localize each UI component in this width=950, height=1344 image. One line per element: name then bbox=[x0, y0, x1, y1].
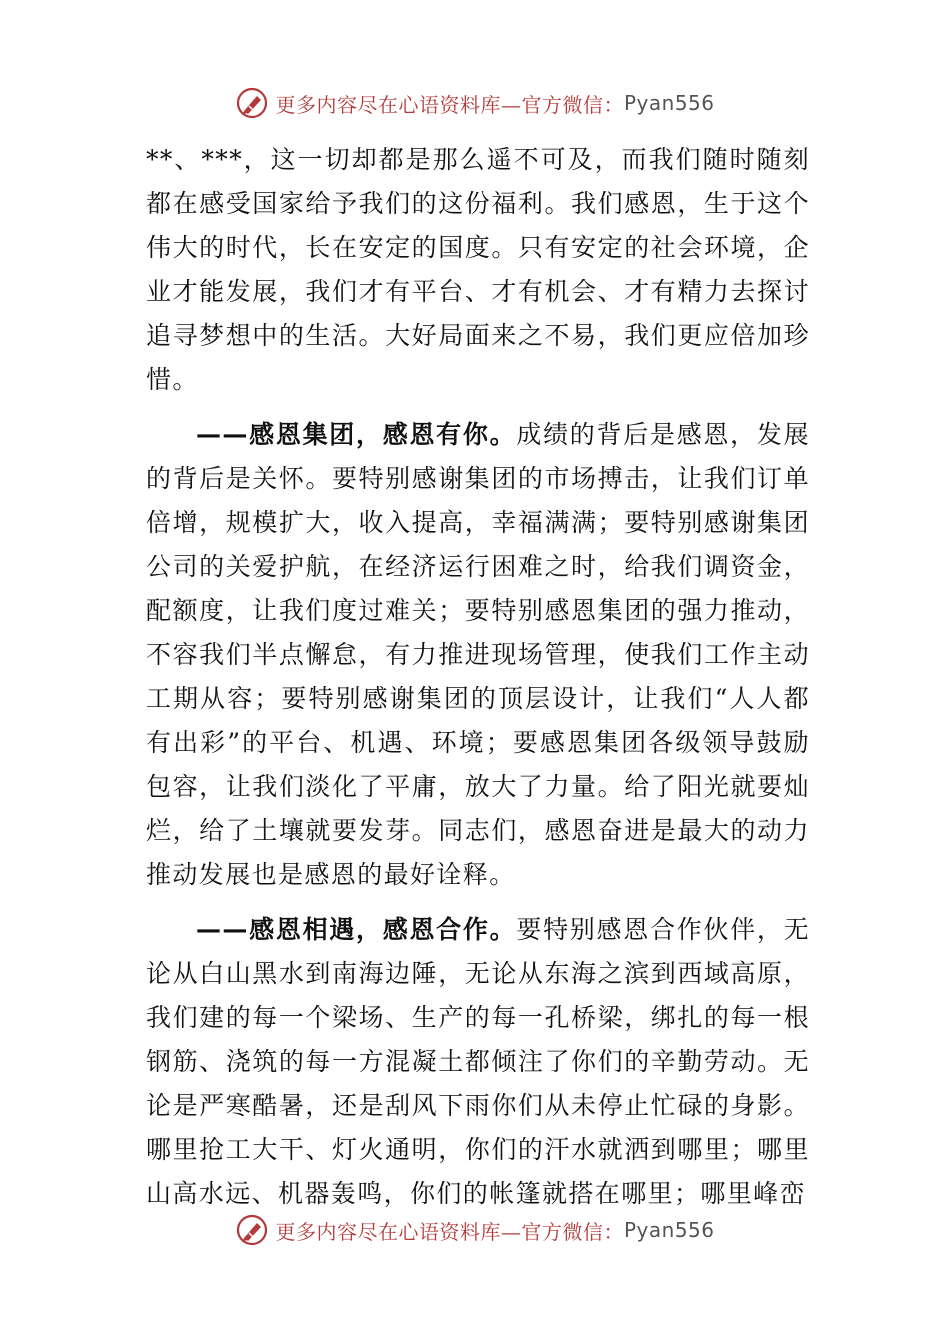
paragraph-3-lead: ——感恩相遇，感恩合作。 bbox=[196, 915, 517, 944]
header-banner-wechat-id: Pyan556 bbox=[623, 91, 715, 115]
header-banner-text: 更多内容尽在心语资料库—官方微信： bbox=[275, 92, 624, 117]
paragraph-1-text: **、***，这一切却都是那么遥不可及，而我们随时随刻都在感受国家给予我们的这份福利。我们感恩，生于这个伟大的时代，长在安定的国度。只有安定的社会环境，企业才能发展，我们才有平台、才有机会、才有精力去探讨追寻梦想中的生活。大好局面来之不易，我们更应倍加珍惜。 bbox=[146, 145, 810, 394]
footer-banner-wechat-id: Pyan556 bbox=[623, 1218, 715, 1242]
paragraph-3-text: 要特别感恩合作伙伴，无论从白山黑水到南海边陲，无论从东海之滨到西域高原，我们建的每一个梁场、生产的每一孔桥梁，绑扎的每一根钢筋、浇筑的每一方混凝土都倾注了你们的辛勤劳动。无论是严寒酷暑，还是刮风下雨你们从未停止忙碌的身影。哪里抢工大干、灯火通明，你们的汗水就洒到哪里；哪里山高水远、机器轰鸣，你们的帐篷就搭在哪里；哪里峰峦 bbox=[146, 915, 810, 1208]
pen-nib-logo-icon bbox=[235, 1213, 269, 1247]
paragraph-3 bbox=[146, 908, 810, 1216]
paragraph-2-lead: ——感恩集团，感恩有你。 bbox=[196, 420, 517, 449]
pen-nib-logo-icon bbox=[235, 86, 269, 120]
header-banner bbox=[0, 83, 950, 123]
footer-banner-text: 更多内容尽在心语资料库—官方微信： bbox=[275, 1219, 624, 1244]
document-body bbox=[146, 138, 810, 1227]
footer-banner bbox=[0, 1210, 950, 1250]
paragraph-1 bbox=[146, 138, 810, 402]
paragraph-2-text: 成绩的背后是感恩，发展的背后是关怀。要特别感谢集团的市场搏击，让我们订单倍增，规模扩大，收入提高，幸福满满；要特别感谢集团公司的关爱护航，在经济运行困难之时，给我们调资金，配额度，让我们度过难关；要特别感恩集团的强力推动，不容我们半点懈怠，有力推进现场管理，使我们工作主动工期从容；要特别感谢集团的顶层设计，让我们“人人都有出彩”的平台、机遇、环境；要感恩集团各级领导鼓励包容，让我们淡化了平庸，放大了力量。给了阳光就要灿烂，给了土壤就要发芽。同志们，感恩奋进是最大的动力推动发展也是感恩的最好诠释。 bbox=[146, 420, 810, 889]
paragraph-2 bbox=[146, 413, 810, 897]
